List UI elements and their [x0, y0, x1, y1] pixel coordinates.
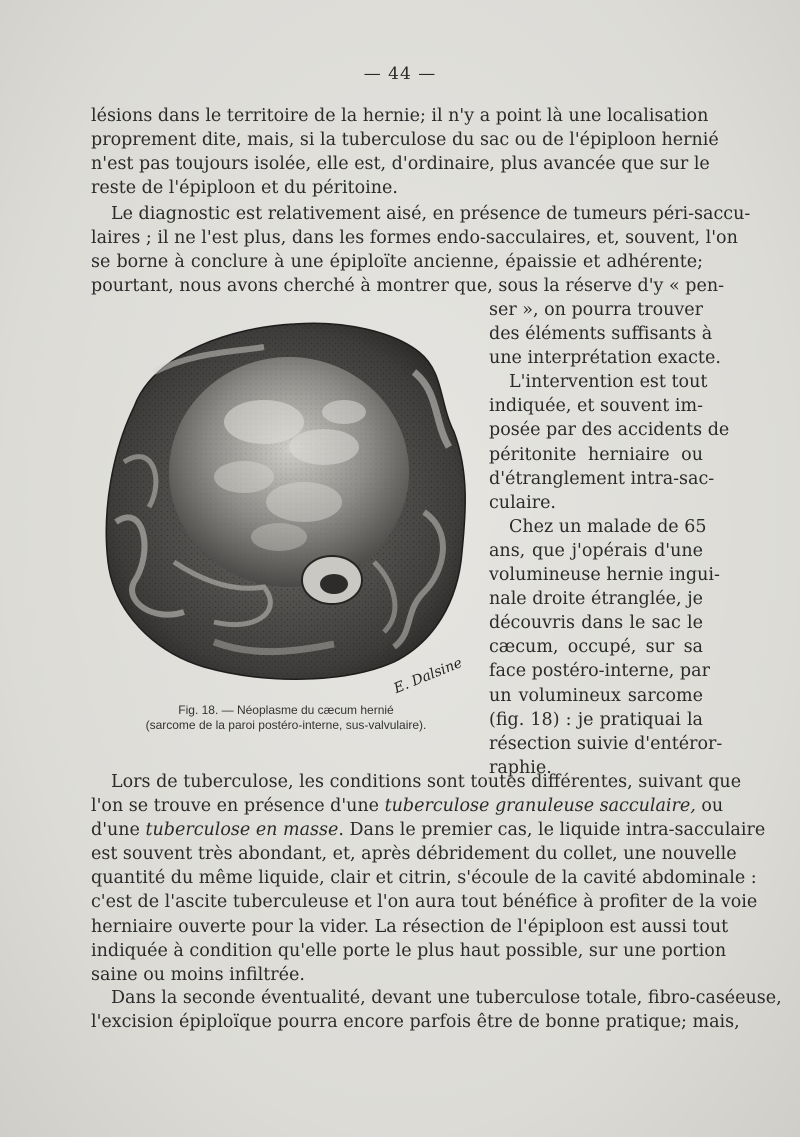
text-line: Lors de tuberculose, les conditions sont toutes différentes, suivant que	[111, 772, 742, 792]
tuberculose-paragraph	[91, 770, 766, 987]
text-line: ser », on pourra trouver	[489, 300, 704, 320]
figure-caption	[100, 703, 472, 733]
text-line: posée par des accidents de	[489, 420, 730, 441]
caption-line: Fig. 18. — Néoplasme du cæcum hernié	[178, 703, 394, 717]
text-line: laires ; il ne l'est plus, dans les formes endo-sacculaires, et, souvent, l'on	[91, 228, 738, 249]
side-column	[489, 298, 730, 780]
final-paragraph	[91, 986, 782, 1034]
text-line: culaire.	[489, 492, 556, 513]
text-line: proprement dite, mais, si la tuberculose du sac ou de l'épiploon hernié	[91, 130, 719, 151]
text-line: (fig. 18) : je pratiquai la	[489, 709, 703, 730]
text-line: n'est pas toujours isolée, elle est, d'ordinaire, plus avancée que sur le	[91, 154, 710, 175]
text-line: d'étranglement intra-sac-	[489, 468, 715, 489]
text-line: est souvent très abondant, et, après débridement du collet, une nouvelle	[91, 844, 737, 865]
text-line: volumineuse hernie ingui-	[489, 565, 720, 586]
text-line: saine ou moins infiltrée.	[91, 964, 305, 985]
text-line: des éléments suffisants à	[489, 324, 713, 345]
text-line: se borne à conclure à une épiploïte ancienne, épaissie et adhérente;	[91, 252, 703, 273]
text-line: quantité du même liquide, clair et citrin, s'écoule de la cavité abdominale :	[91, 868, 757, 889]
text-line: cæcum, occupé, sur sa	[489, 637, 703, 658]
text-line: une interprétation exacte.	[489, 348, 721, 369]
text-line: Chez un malade de 65	[509, 516, 707, 537]
artist-signature: E. Dalsine	[391, 655, 465, 697]
caption-line: (sarcome de la paroi postéro-interne, sus-valvulaire).	[145, 718, 427, 732]
text-line: reste de l'épiploon et du péritoine.	[91, 178, 398, 199]
top-paragraph	[91, 104, 719, 200]
text-line: péritonite herniaire ou	[489, 444, 703, 465]
page-number: — 44 —	[363, 64, 437, 84]
text-line: raphie.	[489, 757, 552, 778]
text-line: résection suivie d'entéror-	[489, 733, 723, 754]
sarcoma-illustration	[94, 312, 470, 698]
text-line: indiquée à condition qu'elle porte le plus haut possible, sur une portion	[91, 940, 727, 961]
text-line: un volumineux sarcome	[489, 685, 703, 706]
text-line: pourtant, nous avons cherché à montrer que, sous la réserve d'y « pen-	[91, 276, 725, 297]
text-line: herniaire ouverte pour la vider. La résection de l'épiploon est aussi tout	[91, 916, 729, 937]
text-line: d'une tuberculose en masse. Dans le premier cas, le liquide intra-sacculaire	[91, 820, 766, 841]
text-line: découvris dans le sac le	[489, 613, 703, 634]
text-line: l'on se trouve en présence d'une tuberculose granuleuse sacculaire, ou	[91, 796, 724, 817]
text-line: L'intervention est tout	[509, 372, 708, 393]
text-line: ans, que j'opérais d'une	[489, 540, 703, 561]
figure-engraving	[94, 312, 470, 698]
text-line: Dans la seconde éventualité, devant une tuberculose totale, fibro-caséeuse,	[111, 988, 782, 1008]
text-line: c'est de l'ascite tuberculeuse et l'on aura tout bénéfice à profiter de la voie	[91, 892, 758, 913]
text-line: Le diagnostic est relativement aisé, en présence de tumeurs péri-saccu-	[111, 204, 751, 224]
text-line: face postéro-interne, par	[489, 661, 710, 682]
text-line: indiquée, et souvent im-	[489, 396, 703, 417]
text-line: lésions dans le territoire de la hernie; il n'y a point là une localisation	[91, 106, 709, 126]
text-line: nale droite étranglée, je	[489, 589, 703, 610]
diagnostic-paragraph	[91, 202, 751, 298]
text-line: l'excision épiploïque pourra encore parfois être de bonne pratique; mais,	[91, 1012, 740, 1033]
